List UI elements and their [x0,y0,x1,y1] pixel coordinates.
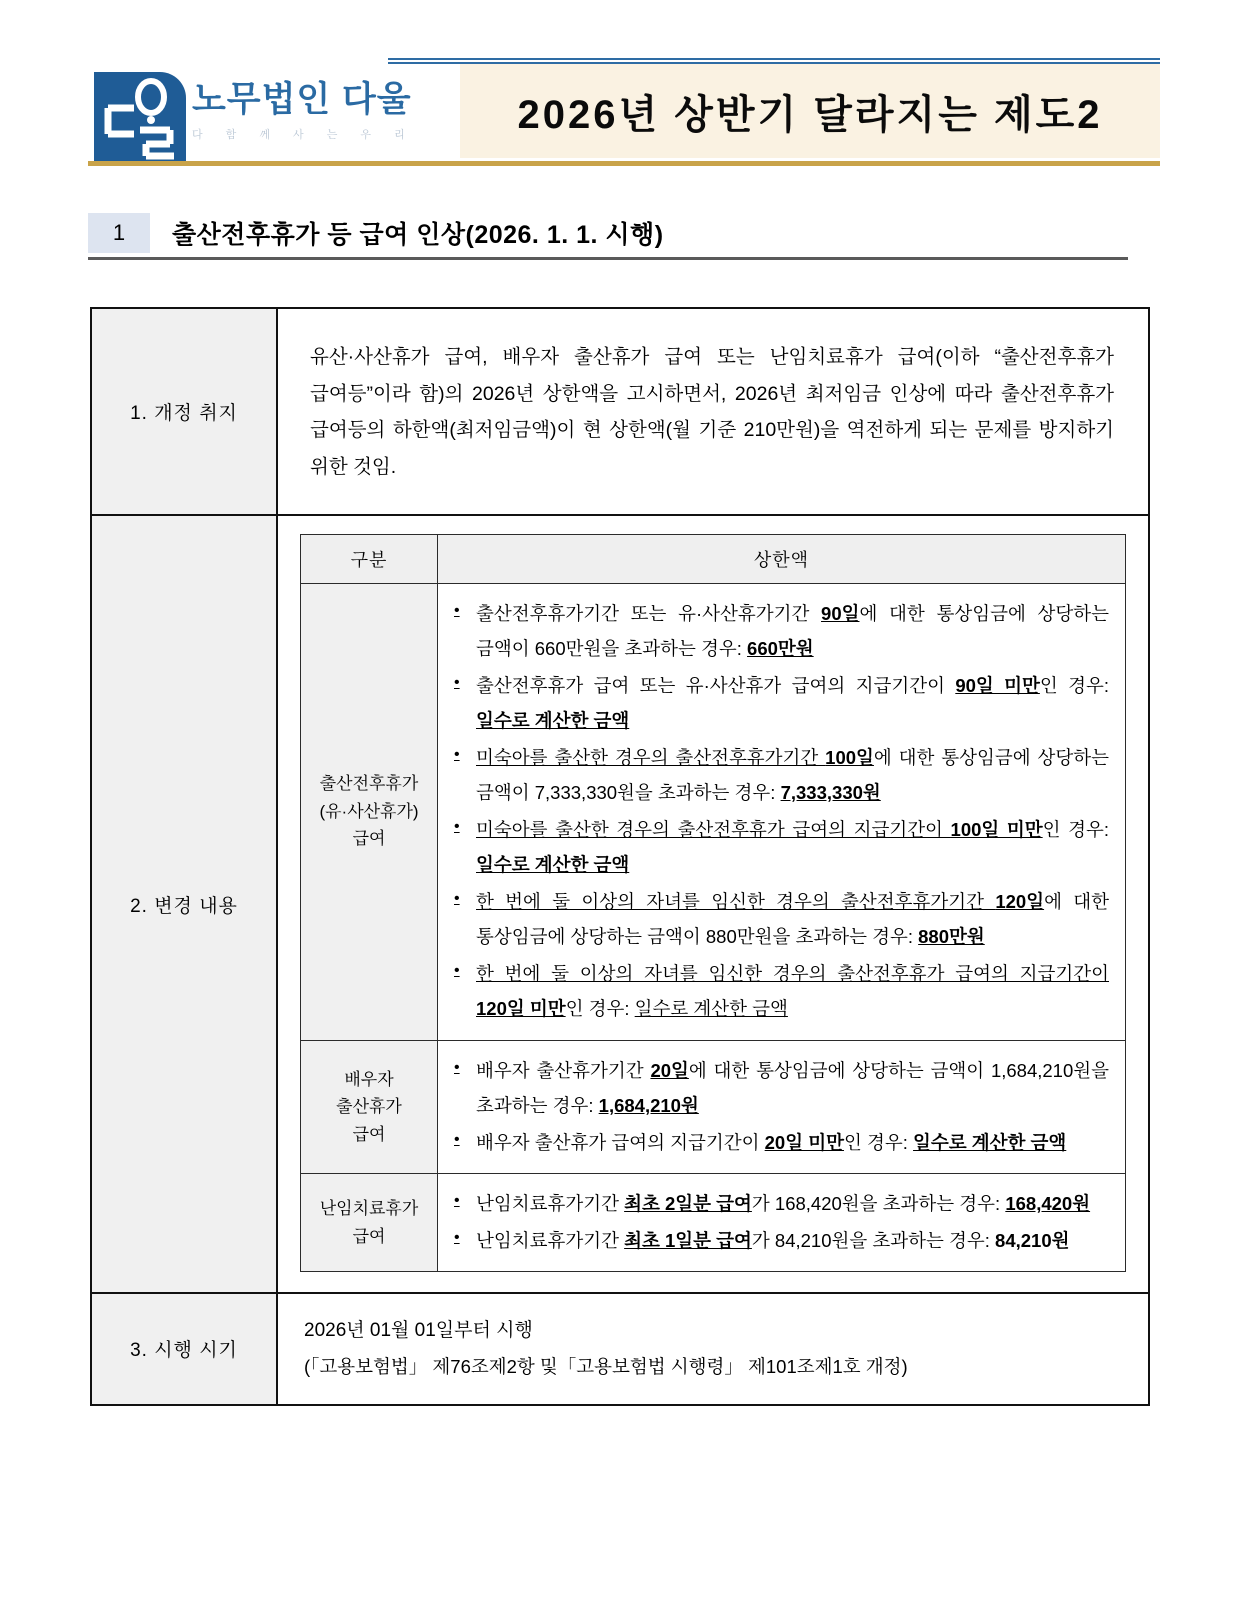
limit-items-cell [438,1174,1126,1272]
header-bottom-rule [88,161,1160,166]
row-body-changes [277,515,1149,1294]
limit-text-segment: 출산전후휴가 급여 또는 유·사산휴가 급여의 지급기간이 [476,674,956,696]
daul-logo-icon [94,72,186,164]
category-label-line: 급여 [352,1226,386,1246]
limit-items-cell [438,583,1126,1040]
limit-text-segment: 에 대한 통상임금에 상당하는 금액이 1,684,210원을 초과하는 경우: [476,1059,1109,1117]
limit-text-segment: 20일 [650,1059,689,1081]
limit-text-segment: 90일 미만 [955,674,1040,696]
category-label-line: 급여 [352,1124,386,1144]
logo-tagline: 다 함 께 사 는 우 리 [192,129,415,141]
timing-line-1: 2026년 01월 01일부터 시행 [304,1320,533,1342]
limit-list-item [476,884,1109,955]
limit-list-item [476,1053,1109,1124]
limit-items-cell [438,1040,1126,1174]
limit-list-item [476,1223,1109,1259]
limits-table-header-row [301,534,1126,583]
limit-text-segment: 인 경우: [1039,674,1109,696]
timing-block [278,1294,1148,1403]
limit-text-segment: 일수로 계산한 금액 [634,998,788,1020]
category-label [301,1040,438,1174]
category-label-line: 배우자 [344,1069,394,1089]
limit-text-segment: 최초 1일분 급여 [624,1229,752,1251]
limit-list-item [476,740,1109,811]
category-label-line: 급여 [352,829,386,849]
limit-list-item [476,668,1109,739]
row-label-purpose: 1. 개정 취지 [91,308,277,515]
limit-text-segment: 미숙아를 출산한 경우의 출산전후휴가 급여의 지급기간이 [476,818,951,840]
limit-text-segment: 난임치료휴가기간 [476,1193,625,1215]
category-label [301,583,438,1040]
limit-text-segment: 에 대한 통상임금에 상당하는 금액이 7,333,330원을 초과하는 경우: [476,746,1109,804]
limit-text-segment: 출산전후휴가기간 또는 유·사산휴가기간 [476,602,822,624]
limit-list-item [476,596,1109,667]
limits-table [300,534,1126,1273]
limit-text-segment: 100일 [825,746,874,768]
limit-text-segment: 120일 미만 [476,998,566,1020]
limit-text-segment: 20일 미만 [764,1131,844,1153]
category-label-line: 난임치료휴가 [319,1199,419,1219]
limit-list-item [476,956,1109,1027]
logo-text [192,82,442,142]
section-number-badge: 1 [88,213,150,253]
limit-text-segment: 120일 [995,890,1045,912]
limits-table-row [301,1174,1126,1272]
table-row-timing [91,1293,1149,1404]
limit-text-segment: 84,210원 [995,1229,1070,1251]
document-header [88,58,1160,166]
logo-company-name: 노무법인 다울 [192,80,412,119]
limit-text-segment: 미숙아를 출산한 경우의 출산전후휴가기간 [476,746,826,768]
category-label-line: 출산전후휴가 [319,774,419,794]
limit-text-segment: 7,333,330원 [780,782,881,804]
category-label [301,1174,438,1272]
purpose-paragraph: 유산·사산휴가 급여, 배우자 출산휴가 급여 또는 난임치료휴가 급여(이하 “출산전후휴가 급여등”이라 함)의 2026년 상한액을 고시하면서, 2026년 최저임금 인상에 따라 출산전후휴가 급여등의 하한액(최저임금액)이 현 상한액(월 기준 210만원)을 역전하게 되는 문제를 방지하기 위한 것임. [310,346,1114,478]
logo-plate [88,64,460,158]
table-row-purpose [91,308,1149,515]
row-label-changes: 2. 변경 내용 [91,515,277,1294]
limit-text-segment: 인 경우: [565,998,635,1020]
limit-text-segment: 일수로 계산한 금액 [476,710,630,732]
page-title: 2026년 상반기 달라지는 제도2 [517,92,1103,137]
limit-text-segment: 최초 2일분 급여 [624,1193,752,1215]
row-body-timing [277,1293,1149,1404]
row-label-timing: 3. 시행 시기 [91,1293,277,1404]
limit-text-segment: 일수로 계산한 금액 [913,1131,1067,1153]
limit-text-segment: 인 경우: [843,1131,914,1153]
limit-text-segment: 인 경우: [1042,818,1109,840]
section-title: 출산전후휴가 등 급여 인상(2026. 1. 1. 시행) [172,220,664,249]
limit-text-segment: 가 84,210원을 초과하는 경우: [751,1229,996,1251]
limit-text-segment: 168,420원 [1005,1193,1091,1215]
table-row-changes [91,515,1149,1294]
timing-line-2: (「고용보험법」 제76조제2항 및「고용보험법 시행령」 제101조제1호 개정) [304,1356,908,1378]
limit-text-segment: 난임치료휴가기간 [476,1229,625,1251]
section-heading [88,208,1128,260]
limit-text-segment: 100일 미만 [950,818,1043,840]
limit-text-segment: 가 168,420원을 초과하는 경우: [751,1193,1006,1215]
row-body-purpose [277,308,1149,515]
limit-list-item [476,1125,1109,1161]
limit-text-segment: 1,684,210원 [598,1095,699,1117]
limit-list [446,1186,1109,1258]
category-label-line: (유·사산휴가) [319,801,419,821]
limit-text-segment: 배우자 출산휴가 급여의 지급기간이 [476,1131,765,1153]
limit-list-item [476,1186,1109,1222]
limit-list [446,1053,1109,1161]
limit-list [446,596,1109,1027]
limit-text-segment: 660만원 [747,638,814,660]
limit-text-segment: 에 대한 통상임금에 상당하는 금액이 660만원을 초과하는 경우: [476,602,1109,660]
limit-text-segment: 한 번에 둘 이상의 자녀를 임신한 경우의 출산전후휴가 급여의 지급기간이 [476,962,1109,984]
limit-list-item [476,812,1109,883]
limits-table-row [301,1040,1126,1174]
limit-text-segment: 일수로 계산한 금액 [476,854,630,876]
col-header-category: 구분 [301,534,438,583]
limit-text-segment: 에 대한 통상임금에 상당하는 금액이 880만원을 초과하는 경우: [476,890,1109,948]
category-label-line: 출산휴가 [336,1097,402,1117]
limit-text-segment: 90일 [821,602,860,624]
limit-text-segment: 배우자 출산휴가기간 [476,1059,651,1081]
main-content-table [90,307,1150,1406]
limits-table-body [301,583,1126,1272]
limit-text-segment: 한 번에 둘 이상의 자녀를 임신한 경우의 출산전후휴가기간 [476,890,996,912]
col-header-limit: 상한액 [438,534,1126,583]
limits-table-row [301,583,1126,1040]
limit-text-segment: 880만원 [918,926,985,948]
